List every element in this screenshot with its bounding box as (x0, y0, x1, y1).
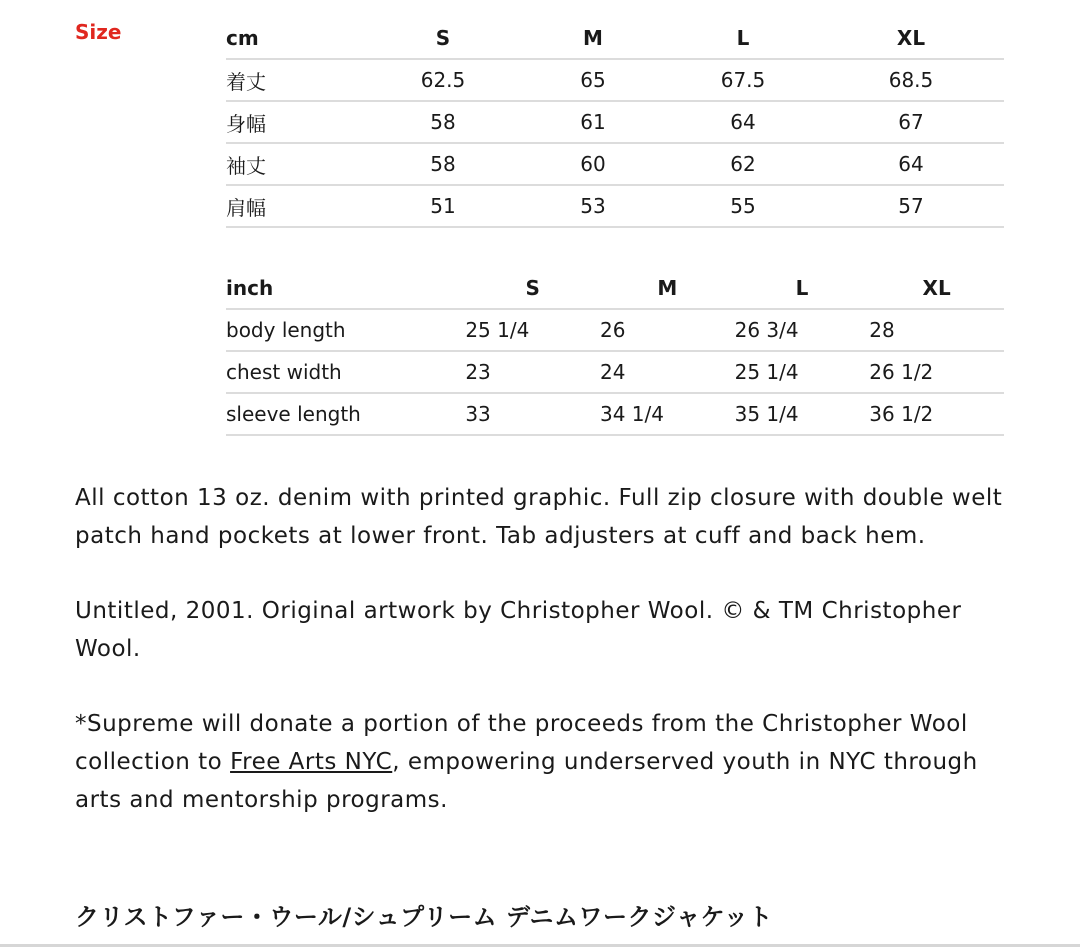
table-cell: 33 (465, 393, 600, 435)
size-header: L (668, 18, 818, 59)
table-cell: 57 (818, 185, 1004, 227)
table-cell: 55 (668, 185, 818, 227)
measure-label: body length (226, 309, 465, 351)
free-arts-nyc-link[interactable]: Free Arts NYC (230, 749, 393, 775)
product-description: All cotton 13 oz. denim with printed graphic. Full zip closure with double welt patch hand pockets at lower front. Tab adjusters at cuff and back hem. (75, 485, 1003, 549)
table-cell: 65 (518, 59, 668, 101)
table-header-row (226, 268, 1004, 309)
size-header: M (600, 268, 735, 309)
table-cell: 67.5 (668, 59, 818, 101)
unit-header: cm (226, 18, 368, 59)
size-header: M (518, 18, 668, 59)
size-header: L (735, 268, 870, 309)
cm-size-table (226, 18, 1004, 228)
measure-label: 袖丈 (226, 143, 368, 185)
table-cell: 34 1/4 (600, 393, 735, 435)
table-cell: 58 (368, 101, 518, 143)
table-cell: 68.5 (818, 59, 1004, 101)
table-cell: 64 (668, 101, 818, 143)
artwork-credit: Untitled, 2001. Original artwork by Christopher Wool. © & TM Christopher Wool. (75, 598, 962, 662)
donation-note (75, 705, 1025, 819)
measure-label: 身幅 (226, 101, 368, 143)
size-header: S (465, 268, 600, 309)
table-cell: 53 (518, 185, 668, 227)
table-cell: 64 (818, 143, 1004, 185)
table-cell: 28 (869, 309, 1004, 351)
table-cell: 60 (518, 143, 668, 185)
size-header: S (368, 18, 518, 59)
table-cell: 35 1/4 (735, 393, 870, 435)
table-cell: 62.5 (368, 59, 518, 101)
size-header: XL (869, 268, 1004, 309)
table-header-row (226, 18, 1004, 59)
table-row (226, 309, 1004, 351)
table-cell: 67 (818, 101, 1004, 143)
table-row (226, 101, 1004, 143)
table-row (226, 393, 1004, 435)
table-row (226, 351, 1004, 393)
donation-text-before: *Supreme will donate a portion of the proceeds from the Christopher Wool collection to (75, 711, 968, 775)
table-cell: 61 (518, 101, 668, 143)
table-cell: 26 (600, 309, 735, 351)
table-cell: 25 1/4 (735, 351, 870, 393)
table-cell: 62 (668, 143, 818, 185)
table-row (226, 143, 1004, 185)
inch-size-table (226, 268, 1004, 436)
table-cell: 23 (465, 351, 600, 393)
unit-header: inch (226, 268, 465, 309)
table-cell: 58 (368, 143, 518, 185)
table-row (226, 185, 1004, 227)
measure-label: 着丈 (226, 59, 368, 101)
measure-label: 肩幅 (226, 185, 368, 227)
table-cell: 25 1/4 (465, 309, 600, 351)
table-cell: 24 (600, 351, 735, 393)
table-cell: 36 1/2 (869, 393, 1004, 435)
table-row (226, 59, 1004, 101)
measure-label: chest width (226, 351, 465, 393)
size-label: Size (75, 20, 122, 44)
product-title-jp: クリストファー・ウール/シュプリーム デニムワークジャケット (75, 903, 773, 931)
table-cell: 26 1/2 (869, 351, 1004, 393)
measure-label: sleeve length (226, 393, 465, 435)
table-cell: 51 (368, 185, 518, 227)
table-cell: 26 3/4 (735, 309, 870, 351)
size-header: XL (818, 18, 1004, 59)
donation-text-after: , empowering underserved youth in NYC through arts and mentorship programs. (75, 749, 978, 813)
